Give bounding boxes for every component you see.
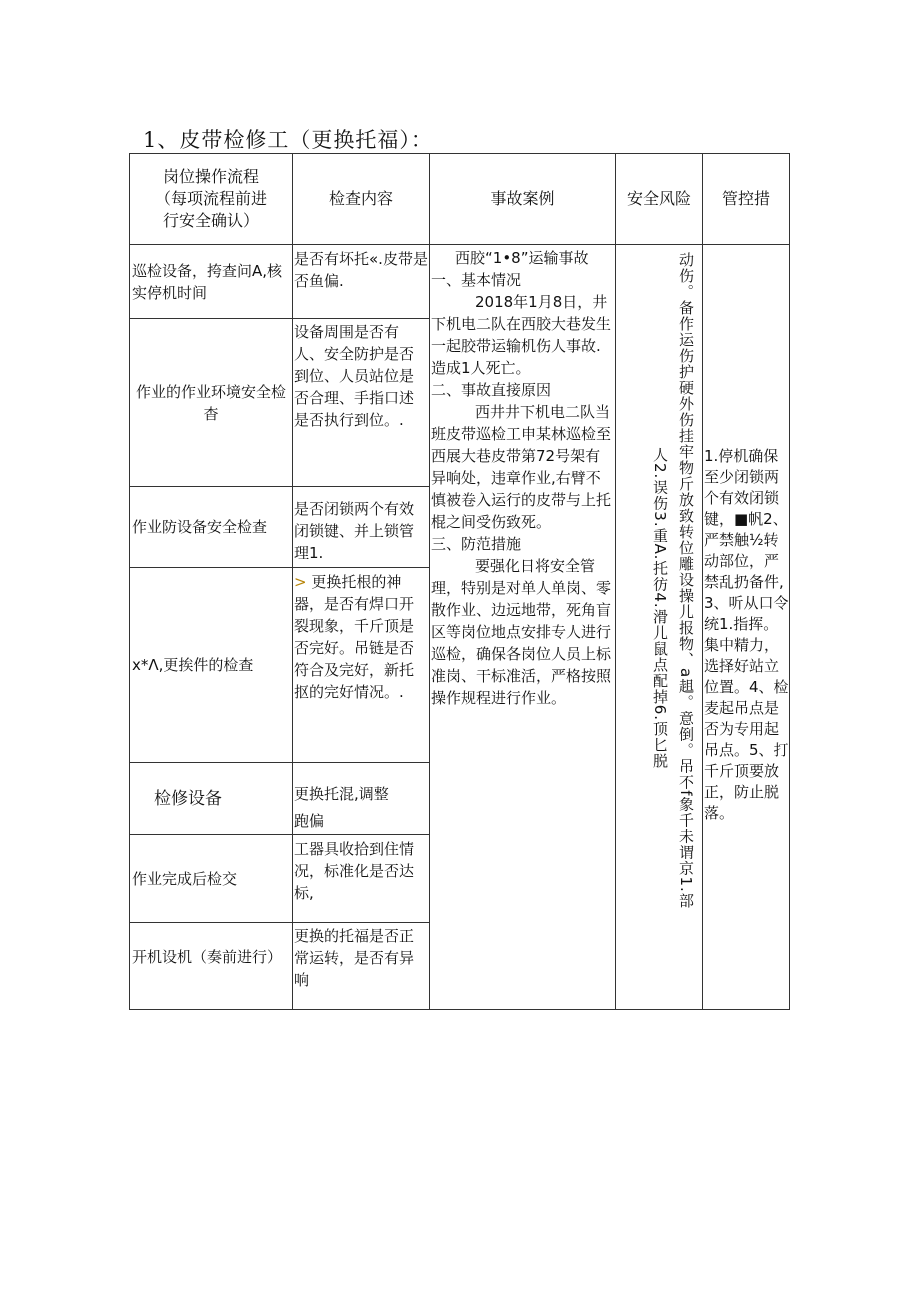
- step-cell: [132, 246, 288, 318]
- case-paragraph: 西井井下机电二队当班皮带巡检工申某林巡检至西展大巷皮带第72号架有异响处，违章作业,右臂不慎被卷入运行的皮带与上托棍之间受伤致死。: [431, 403, 612, 531]
- step-cell: [132, 487, 290, 567]
- risk-column-text: 动伤。备作运伤护硬外伤挂牢物斤放致转位雕设操儿报物、a趄。意倒。吊不f象千未谓京1.部: [677, 252, 695, 909]
- step-text: 巡检设备，挎查问A,核实停机时间: [132, 262, 283, 302]
- header-check: 检查内容: [328, 189, 393, 208]
- check-cell: [294, 571, 424, 703]
- check-text: 设备周围是否有人、安全防护是否到位、人员站位是否合理、手指口述是否执行到位。.: [294, 323, 415, 429]
- check-text: 是否有坏托«.皮带是否鱼偏.: [294, 250, 428, 290]
- control-text: 1.停机确保至少闭锁两个有效闭锁键，■帆2、严禁触½转动部位，严禁乱扔备件,3、听从口令统1.指挥。集中精力，选择好站立位置。4、检麦起吊点是否为专用起吊点。5、打千斤顶要放正，防止脱落。: [704, 447, 789, 822]
- step-text: 作业的作业环境安全检杳: [135, 382, 286, 423]
- header-process: [130, 154, 292, 244]
- step-text: x*Λ,更挨件的检查: [132, 656, 254, 674]
- header-control: 管控措: [721, 189, 770, 208]
- step-cell: [154, 763, 290, 834]
- case-paragraph: 要强化日将安全管理，特别是对单人单岗、零散作业、边远地带，死角盲区等岗位地点安排专人进行巡检，确保各岗位人员上标准岗、干标准活，严格按照操作规程进行作业。: [431, 557, 612, 707]
- check-text: 工器具收拾到住情况，标准化是否达标,: [294, 840, 415, 902]
- case-heading: 一、基本情况: [431, 271, 522, 289]
- check-text: 更换的托福是否正常运转，是否有异响: [294, 927, 415, 989]
- header-case: 事故案例: [490, 189, 555, 208]
- check-text: 更换托混,调整跑偏: [294, 785, 389, 830]
- check-text: 更换托根的神器，是否有焊口开裂现象，千斤顶是否完好。吊链是否符合及完好，新托抠的完好情况。.: [294, 573, 415, 701]
- check-text: 是否闭锁两个有效闭锁键、并上锁管理1.: [294, 500, 415, 562]
- header-process-line-1: 岗位操作流程: [162, 167, 259, 186]
- step-text: 作业防设备安全检查: [132, 518, 268, 536]
- step-text: 开机设机（奏前进行）: [132, 948, 283, 966]
- section-title: 1、皮带检修工（更换托福）：: [143, 128, 433, 152]
- step-cell: [132, 568, 290, 762]
- case-paragraph: 2018年1月8日，井下机电二队在西胶大巷发生一起胶带运输机伤人事故.造成1人死亡。: [431, 293, 612, 377]
- step-cell: [132, 319, 290, 486]
- case-heading: 二、事故直接原因: [431, 381, 552, 399]
- marker-arrow: >: [294, 573, 307, 591]
- header-process-line-3: 行安全确认）: [162, 211, 259, 230]
- case-heading: 三、防范措施: [431, 535, 522, 553]
- step-cell: [132, 835, 290, 922]
- step-text: 检修设备: [154, 788, 222, 809]
- step-cell: [132, 946, 282, 968]
- inspection-table: [129, 153, 790, 1010]
- case-cell: [431, 247, 614, 709]
- header-risk: 安全风险: [626, 189, 691, 208]
- header-process-line-2: （每项流程前进: [154, 189, 267, 208]
- risk-column-text: 人2.误伤3.重A.托彷4.滑儿鼠点配掉6.顶匕脱: [651, 447, 669, 770]
- case-title: 西胶“1•8”运输事故: [455, 249, 589, 267]
- step-text: 作业完成后检交: [132, 869, 238, 888]
